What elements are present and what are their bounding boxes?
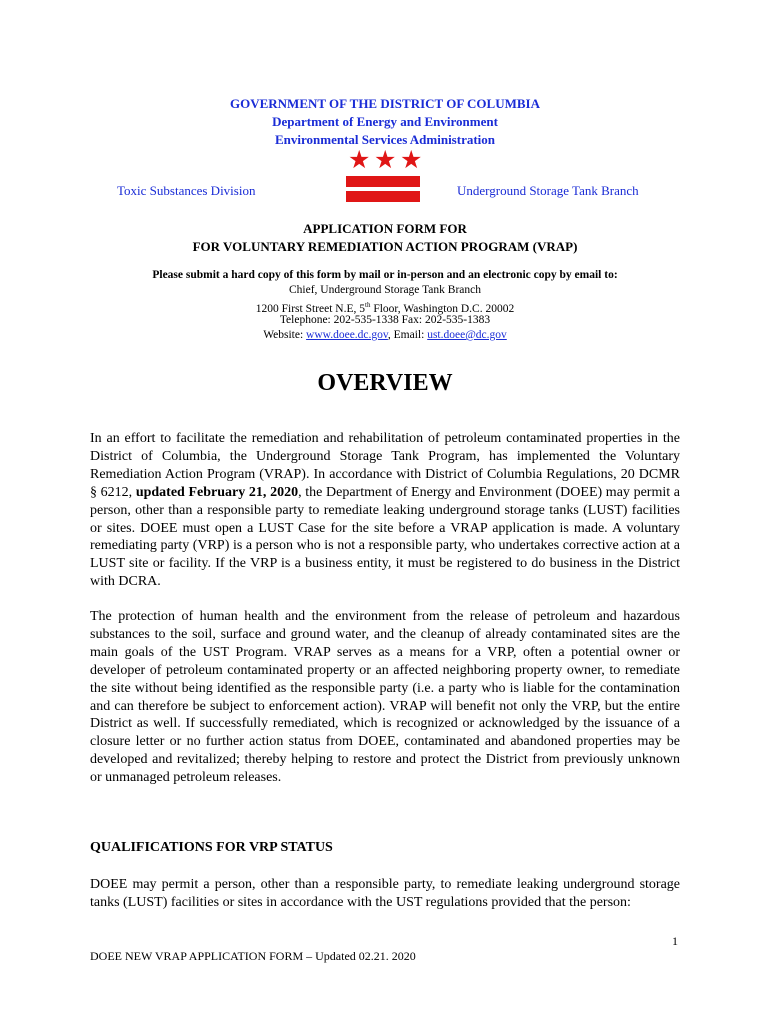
page-number: 1: [672, 934, 678, 948]
flag-bar-top: [346, 176, 420, 187]
flag-star-icon: ★: [374, 147, 397, 174]
flag-star-icon: ★: [348, 147, 371, 174]
overview-paragraph-2: The protection of human health and the environment from the release of petroleum and hazardous substances to the soil, surface and ground water, and the cleanup of already contaminated sites are the main goals of the UST Program. VRAP serves as a means for a VRP, often a potential owner or developer of petroleum contaminated property or an affected neighboring property owner, to remediate the site without being identified as the responsible party (i.e. a party who is liable for the contamination and can therefore be subject to enforcement action). VRAP will benefit not only the VRP, but the entire District as well. If successfully remediated, which is recognized or acknowledged by the issuance of a closure letter or no further action status from DOEE, contaminated and abandoned properties may be developed and revitalized; thereby helping to restore and protect the District from previously unknown or unmanaged petroleum releases.: [90, 609, 680, 786]
mailing-address: 1200 First Street N.E, 5th Floor, Washington D.C. 20002: [255, 301, 515, 315]
submission-instruction: Please submit a hard copy of this form by mail or in-person and an electronic copy by email to:: [152, 269, 618, 281]
department-name: Department of Energy and Environment: [272, 114, 498, 129]
overview-paragraph-1: In an effort to facilitate the remediation and rehabilitation of petroleum contaminated properties in the District of Columbia, the Underground Storage Tank Program, has implemented the Voluntary Remediation Action Program (VRAP). In accordance with District of Columbia Regulations, 20 DCMR § 6212, updated February 21, 2020, the Department of Energy and Environment (DOEE) may permit a person, other than a responsible party to remediate leaking underground storage tanks (LUST) facilities or sites. DOEE must open a LUST Case for the site before a VRAP application is made. A voluntary remediating party (VRP) is a person who is not a responsible party, who undertakes corrective action at a LUST site or facility. If the VRP is a business entity, it must be registered to do business in the District with DCRA.: [90, 431, 680, 590]
branch-label: Underground Storage Tank Branch: [457, 183, 639, 198]
form-title-line1: APPLICATION FORM FOR: [303, 221, 467, 236]
government-name: GOVERNMENT OF THE DISTRICT OF COLUMBIA: [229, 96, 540, 111]
recipient: Chief, Underground Storage Tank Branch: [289, 284, 481, 296]
footer-form-id: DOEE NEW VRAP APPLICATION FORM – Updated 02.21. 2020: [90, 949, 416, 963]
email-link[interactable]: ust.doee@dc.gov: [427, 329, 507, 341]
administration-name: Environmental Services Administration: [274, 132, 496, 147]
flag-star-icon: ★: [400, 147, 423, 174]
contact-web-email: Website: www.doee.dc.gov, Email: ust.doee@dc.gov: [263, 329, 507, 341]
qualifications-paragraph: DOEE may permit a person, other than a responsible party, to remediate leaking underground storage tanks (LUST) facilities or sites in accordance with the UST regulations provided that the person:: [90, 877, 680, 910]
phone-fax: Telephone: 202-535-1338 Fax: 202-535-1383: [279, 314, 491, 326]
qualifications-heading: QUALIFICATIONS FOR VRP STATUS: [90, 840, 333, 855]
division-label: Toxic Substances Division: [117, 183, 256, 198]
flag-bar-bottom: [346, 191, 420, 202]
form-title-line2: FOR VOLUNTARY REMEDIATION ACTION PROGRAM (VRAP): [192, 239, 578, 254]
website-link[interactable]: www.doee.dc.gov: [306, 329, 388, 341]
overview-heading: OVERVIEW: [317, 370, 453, 396]
